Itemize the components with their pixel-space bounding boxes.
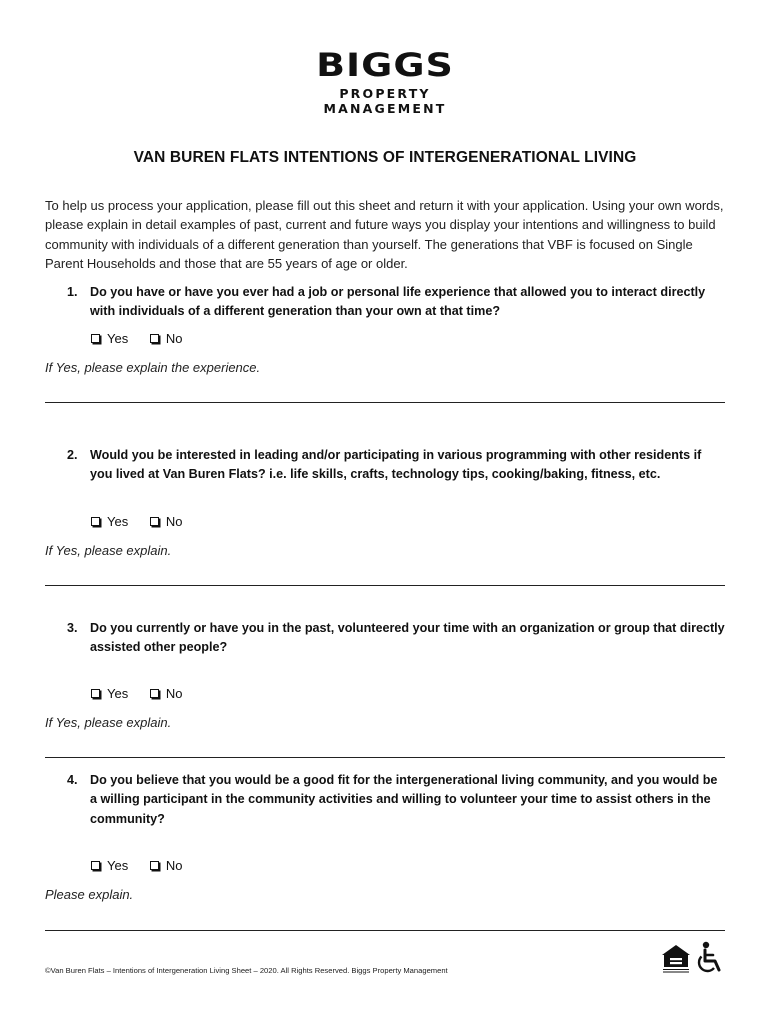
logo-subtitle-line2: MANAGEMENT <box>323 101 447 116</box>
yes-label: Yes <box>107 514 129 529</box>
equal-housing-opportunity-icon <box>660 944 692 974</box>
question-1 <box>45 283 725 322</box>
checkbox-icon <box>150 861 159 870</box>
yes-label: Yes <box>107 858 129 873</box>
question-text: Do you have or have you ever had a job or personal life experience that allowed you to interact directly with individuals of a different generation than your own at that time? <box>90 285 706 319</box>
question-2-prompt: If Yes, please explain. <box>45 543 172 558</box>
answer-line-4[interactable] <box>45 930 725 931</box>
answer-line-1[interactable] <box>45 402 725 403</box>
footer-copyright: ©Van Buren Flats – Intentions of Intergeneration Living Sheet – 2020. All Rights Reserved. Biggs Property Management <box>45 966 448 975</box>
question-text: Do you currently or have you in the past, volunteered your time with an organization or group that directly assisted other people? <box>90 621 725 655</box>
question-number: 3. <box>67 621 78 635</box>
yes-label: Yes <box>107 686 129 701</box>
no-checkbox[interactable] <box>150 331 183 346</box>
checkbox-icon <box>91 689 100 698</box>
checkbox-icon <box>91 517 100 526</box>
no-label: No <box>165 331 183 346</box>
no-label: No <box>165 858 183 873</box>
question-number: 4. <box>67 773 78 787</box>
answer-line-2[interactable] <box>45 585 725 586</box>
no-checkbox[interactable] <box>150 686 183 701</box>
no-checkbox[interactable] <box>150 858 183 873</box>
checkbox-icon <box>91 334 100 343</box>
question-3-prompt: If Yes, please explain. <box>45 715 172 730</box>
yes-checkbox[interactable] <box>91 686 128 701</box>
no-label: No <box>165 686 183 701</box>
question-text: Do you believe that you would be a good fit for the intergenerational living community, and you would be a willing participant in the community activities and willing to volunteer your time to assist others in the community? <box>90 773 718 826</box>
question-1-choices <box>91 331 200 346</box>
question-text: Would you be interested in leading and/or participating in various programming with other residents if you lived at Van Buren Flats? i.e. life skills, crafts, technology tips, cooking/baking, fitness, etc. <box>90 448 702 482</box>
company-logo <box>0 44 770 116</box>
question-2-choices <box>91 514 200 529</box>
question-4-prompt: Please explain. <box>45 887 134 902</box>
checkbox-icon <box>150 517 159 526</box>
wheelchair-accessible-icon <box>695 941 723 975</box>
checkbox-icon <box>150 334 159 343</box>
question-number: 2. <box>67 448 78 462</box>
question-3-choices <box>91 686 200 701</box>
yes-checkbox[interactable] <box>91 514 128 529</box>
question-4-choices <box>91 858 200 873</box>
question-3 <box>45 619 725 658</box>
answer-line-3[interactable] <box>45 757 725 758</box>
question-number: 1. <box>67 285 78 299</box>
question-4 <box>45 771 725 829</box>
checkbox-icon <box>91 861 100 870</box>
question-2 <box>45 446 725 485</box>
question-1-prompt: If Yes, please explain the experience. <box>45 360 261 375</box>
yes-label: Yes <box>107 331 129 346</box>
yes-checkbox[interactable] <box>91 858 128 873</box>
checkbox-icon <box>150 689 159 698</box>
no-label: No <box>165 514 183 529</box>
logo-wordmark: BIGGS <box>316 46 454 84</box>
yes-checkbox[interactable] <box>91 331 128 346</box>
intro-paragraph: To help us process your application, please fill out this sheet and return it with your application. Using your own words, please explain in detail examples of past, current and future ways you display your intentions and willingness to build community with individuals of a different generation than yourself. The generations that VBF is focused on Single Parent Households and those that are 55 years of age or older. <box>45 198 724 272</box>
no-checkbox[interactable] <box>150 514 183 529</box>
logo-subtitle-line1: PROPERTY <box>339 86 431 101</box>
page-title: VAN BUREN FLATS INTENTIONS OF INTERGENERATIONAL LIVING <box>133 149 637 166</box>
